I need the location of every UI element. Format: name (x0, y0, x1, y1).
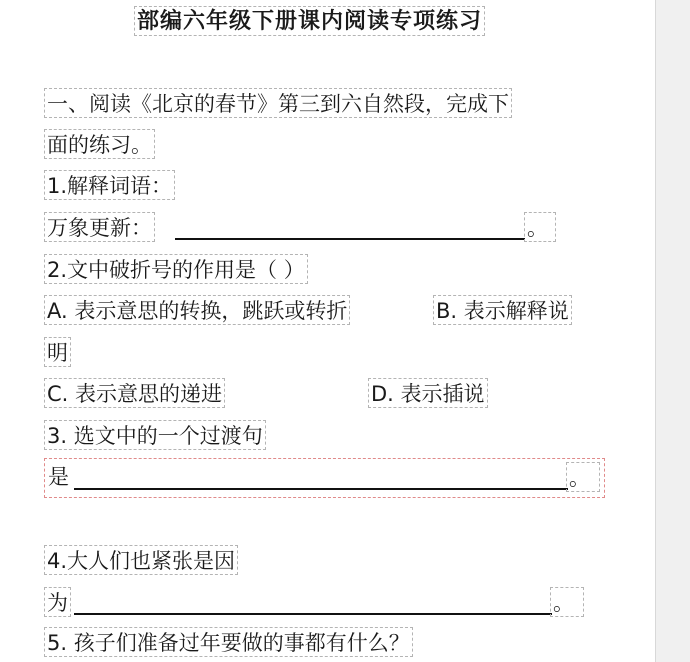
q2-option-d: D. 表示插说 (368, 378, 488, 408)
q3-end-mark: 。 (566, 462, 600, 492)
q3-answer-line[interactable] (74, 488, 568, 490)
q1-answer-line[interactable] (175, 238, 525, 240)
q3-answer-frame (44, 458, 605, 498)
q2-option-a: A. 表示意思的转换，跳跃或转折 (44, 295, 350, 325)
q4-prefix: 为 (44, 587, 71, 617)
q2-label: 2.文中破折号的作用是（ ） (44, 254, 308, 284)
q2-option-c: C. 表示意思的递进 (44, 378, 225, 408)
q2-option-b-cont: 明 (44, 337, 71, 367)
q4-label: 4.大人们也紧张是因 (44, 545, 238, 575)
q1-term: 万象更新： (44, 212, 155, 242)
q1-label: 1.解释词语： (44, 170, 175, 200)
q4-end-mark: 。 (550, 587, 584, 617)
q3-label: 3. 选文中的一个过渡句 (44, 420, 266, 450)
q2-option-b: B. 表示解释说 (433, 295, 572, 325)
section1-heading-line1: 一、阅读《北京的春节》第三到六自然段，完成下 (44, 88, 512, 118)
section1-heading-line2: 面的练习。 (44, 129, 155, 159)
side-panel (655, 0, 690, 662)
q3-prefix: 是 (48, 465, 69, 489)
q1-end-mark: 。 (524, 212, 556, 242)
q4-answer-line[interactable] (74, 613, 552, 615)
page-title: 部编六年级下册课内阅读专项练习 (134, 6, 485, 36)
q5-label: 5. 孩子们准备过年要做的事都有什么？ (44, 627, 413, 657)
